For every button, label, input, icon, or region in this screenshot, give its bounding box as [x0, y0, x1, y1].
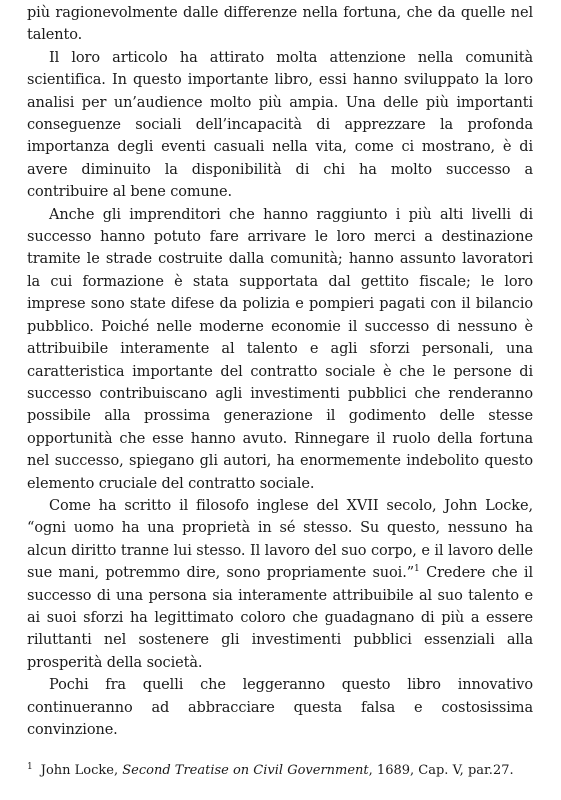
footnote-citation: , 1689, Cap. V, par.27.: [368, 763, 514, 778]
footnote-title: Second Treatise on Civil Government: [122, 763, 369, 778]
body-text: [27, 2, 533, 741]
paragraph-1: più ragionevolmente dalle differenze nella fortuna, che da quelle nel talento.: [27, 5, 533, 44]
paragraph-4-text-after: Credere che il successo di una persona sia interamente attribuibile al suo talento e ai suoi sforzi ha legittimato coloro che guadagnano di più a essere riluttanti nel sostenere gli investimenti pubblici essenziali alla prosperità della società.: [27, 565, 533, 671]
paragraph-2: Il loro articolo ha attirato molta attenzione nella comunità scientifica. In questo importante libro, essi hanno sviluppato la loro analisi per un’audience molto più ampia. Una delle più importanti conseguenze sociali dell’incapacità di apprezzare la profonda importanza degli eventi casuali nella vita, come ci mostrano, è di avere diminuito la disponibilità di chi ha molto successo a contribuire al bene comune.: [27, 49, 533, 201]
paragraph-4-text-before: Come ha scritto il filosofo inglese del XVII secolo, John Locke, “ogni uomo ha una proprietà in sé stesso. Su questo, nessuno ha alcun diritto tranne lui stesso. Il lavoro del suo corpo, e il lavoro delle sue mani, potremmo dire, sono propriamente suoi.”: [27, 497, 533, 582]
paragraph-5: Pochi fra quelli che leggeranno questo libro innovativo continueranno ad abbracciare questa falsa e costosissima convinzione.: [27, 677, 533, 738]
footnote-reference[interactable]: 1: [414, 564, 420, 575]
footnote-number: 1: [27, 761, 33, 772]
paragraph-3: Anche gli imprenditori che hanno raggiunto i più alti livelli di successo hanno potuto fare arrivare le loro merci a destinazione tramite le strade costruite dalla comunità; hanno assunto lavoratori la cui formazione è stata supportata dal gettito fiscale; le loro imprese sono state difese da polizia e pompieri pagati con il bilancio pubblico. Poiché nelle moderne economie il successo di nessuno è attribuibile interamente al talento e agli sforzi personali, una caratteristica importante del contratto sociale è che le persone di successo contribuiscano agli investimenti pubblici che renderanno possibile alla prossima generazione il godimento delle stesse opportunità che esse hanno avuto. Rinnegare il ruolo della fortuna nel successo, spiegano gli autori, ha enormemente indebolito questo elemento cruciale del contratto sociale.: [27, 206, 533, 492]
footnote: [27, 762, 533, 780]
footnote-author: John Locke,: [40, 763, 123, 778]
paragraph-4: [27, 495, 533, 674]
